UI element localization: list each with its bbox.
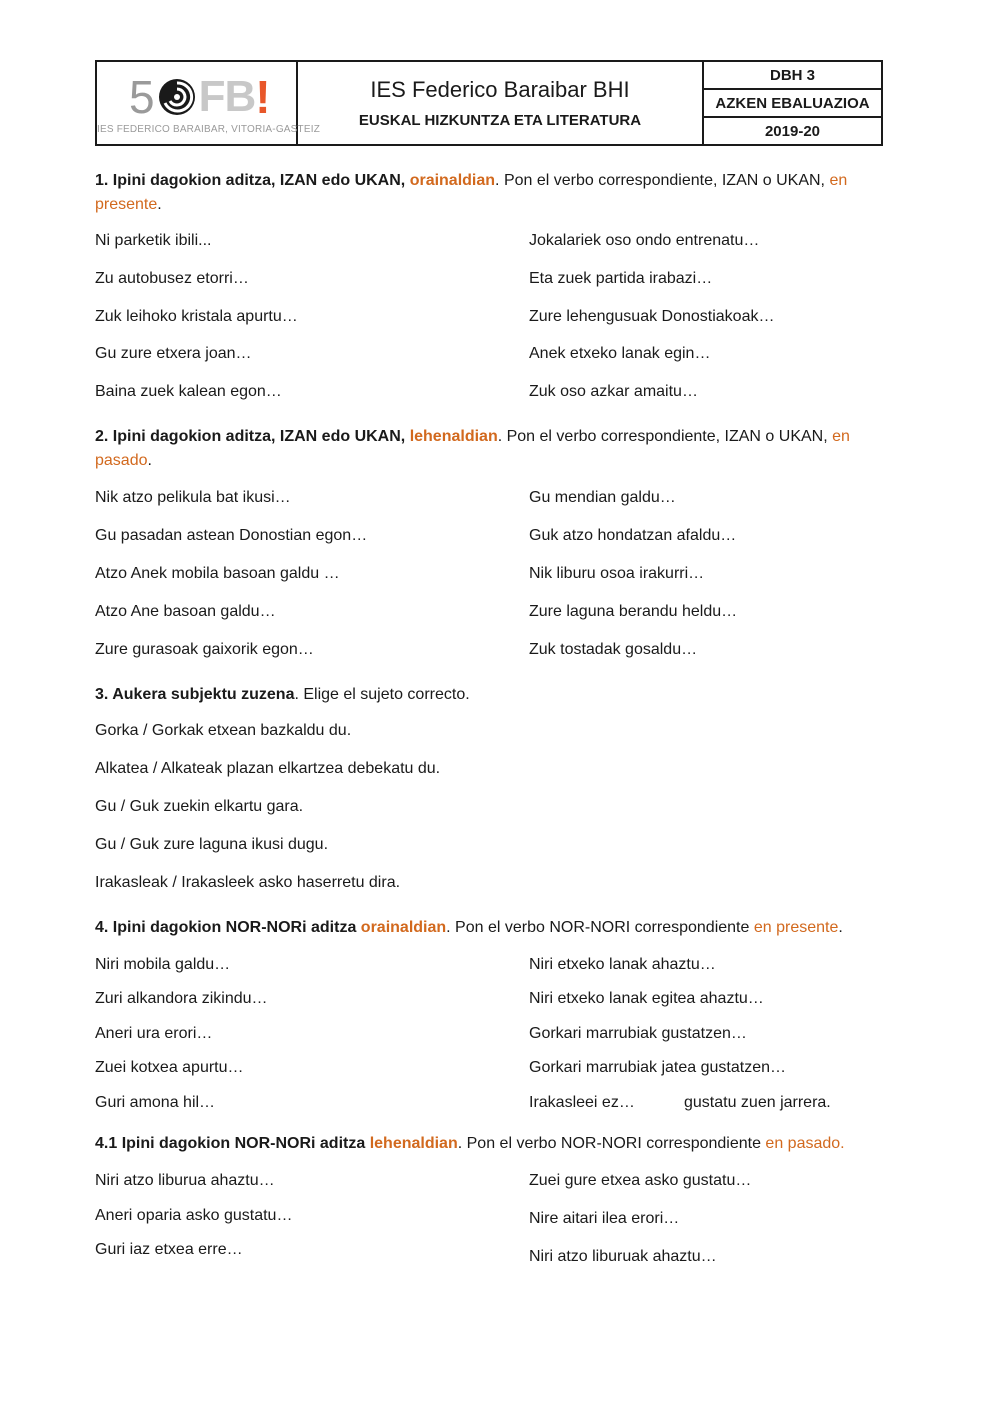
exercise-1-instruction: 1. Ipini dagokion aditza, IZAN edo UKAN,	[95, 172, 410, 189]
exercise-item: Gorka / Gorkak etxean bazkaldu du.	[95, 722, 352, 739]
exercise-item: Nik liburu osoa irakurri…	[529, 565, 705, 582]
exercise-item: Gu / Guk zure laguna ikusi dugu.	[95, 836, 329, 853]
exercise-item: Niri atzo liburuak ahaztu…	[529, 1248, 717, 1265]
exercise-item: Ni parketik ibili...	[95, 232, 212, 249]
exercise-1-translation: . Pon el verbo correspondiente, IZAN o UKAN,	[495, 172, 830, 189]
exercise-item: Zuei gure etxea asko gustatu…	[529, 1172, 752, 1189]
exercise-item: Zure lehengusuak Donostiakoak…	[529, 308, 775, 325]
exercise-item: Guri iaz etxea erre…	[95, 1241, 243, 1258]
exercise-4-1-tense: lehenaldian	[369, 1135, 458, 1152]
exercise-item: Aneri ura erori…	[95, 1025, 213, 1042]
exercise-item: gustatu zuen jarrera.	[684, 1094, 831, 1111]
exercise-item: Niri atzo liburua ahaztu…	[95, 1172, 275, 1189]
exercise-4-1-tense-es: en pasado.	[765, 1135, 845, 1152]
exercise-item: Guri amona hil…	[95, 1094, 216, 1111]
exercise-4-instruction: 4. Ipini dagokion NOR-NORi aditza	[95, 919, 361, 936]
subject-name: EUSKAL HIZKUNTZA ETA LITERATURA	[358, 112, 642, 129]
exercise-item: Irakasleak / Irakasleek asko haserretu dira.	[95, 874, 401, 891]
logo-number: 5	[129, 71, 155, 123]
exercise-item: Gorkari marrubiak gustatzen…	[529, 1025, 747, 1042]
exercise-item: Gu / Guk zuekin elkartu gara.	[95, 798, 304, 815]
exam-label: AZKEN EBALUAZIOA	[704, 90, 881, 118]
exercise-4-1-number: 4.1	[95, 1135, 118, 1152]
exercise-1-tense-es: en presente	[95, 172, 848, 213]
exercise-2-period: .	[147, 452, 152, 469]
logo-letters: FB	[198, 72, 256, 121]
exercise-item: Alkatea / Alkateak plazan elkartzea debekatu du.	[95, 760, 441, 777]
exercise-3-heading	[95, 683, 885, 707]
logo-exclamation: !	[255, 71, 271, 123]
exercise-2-tense-es: en pasado	[95, 428, 850, 469]
exercise-2-tense: lehenaldian	[409, 428, 498, 445]
exercise-4-tense: orainaldian	[360, 919, 447, 936]
exercise-item: Gu mendian galdu…	[529, 489, 676, 506]
exercise-item: Zure laguna berandu heldu…	[529, 603, 738, 620]
document-header	[95, 60, 883, 146]
exercise-item: Gu pasadan astean Donostian egon…	[95, 527, 368, 544]
exercise-item: Nire aitari ilea erori…	[529, 1210, 680, 1227]
exercise-item: Zuk leihoko kristala apurtu…	[95, 308, 298, 325]
exercise-4-1-heading	[95, 1132, 885, 1156]
exercise-4-heading	[95, 916, 885, 940]
exercise-1-heading	[95, 169, 885, 217]
exercise-2-instruction: 2. Ipini dagokion aditza, IZAN edo UKAN,	[95, 428, 410, 445]
exercise-item: Zu autobusez etorri…	[95, 270, 249, 287]
exercise-item: Gu zure etxera joan…	[95, 345, 252, 362]
exercise-item: Zure gurasoak gaixorik egon…	[95, 641, 314, 658]
exercise-4-1-instruction: Ipini dagokion NOR-NORi aditza	[117, 1135, 370, 1152]
exercise-item: Baina zuek kalean egon…	[95, 383, 282, 400]
exercise-item: Zuri alkandora zikindu…	[95, 990, 268, 1007]
logo-caption: IES FEDERICO BARAIBAR, VITORIA-GASTEIZ	[97, 124, 321, 135]
exercise-item: Niri etxeko lanak ahaztu…	[529, 956, 716, 973]
exercise-item: Zuk oso azkar amaitu…	[529, 383, 698, 400]
exercise-item: Zuk tostadak gosaldu…	[529, 641, 698, 658]
exercise-2-translation: . Pon el verbo correspondiente, IZAN o UKAN,	[497, 428, 833, 445]
exercise-item: Irakasleei ez…	[529, 1094, 635, 1111]
meta-cell	[704, 62, 881, 144]
course-label: DBH 3	[704, 62, 881, 90]
exercise-item: Nik atzo pelikula bat ikusi…	[95, 489, 291, 506]
exercise-3-translation: . Elige el sujeto correcto.	[294, 686, 470, 703]
exercise-item: Niri mobila galdu…	[95, 956, 231, 973]
exercise-4-1-translation: . Pon el verbo NOR-NORI correspondiente	[457, 1135, 766, 1152]
school-logo	[97, 62, 321, 144]
exercise-item: Gorkari marrubiak jatea gustatzen…	[529, 1059, 786, 1076]
exercise-item: Jokalariek oso ondo entrenatu…	[529, 232, 760, 249]
title-cell	[298, 62, 704, 144]
exercise-1-period: .	[157, 196, 162, 213]
exercise-3-instruction: 3. Aukera subjektu zuzena	[95, 686, 295, 703]
exercise-item: Zuei kotxea apurtu…	[95, 1059, 244, 1076]
exercise-item: Atzo Anek mobila basoan galdu …	[95, 565, 340, 582]
exercise-item: Aneri oparia asko gustatu…	[95, 1207, 293, 1224]
year-label: 2019-20	[764, 122, 821, 140]
exercise-1-tense: orainaldian	[409, 172, 496, 189]
exercise-item: Eta zuek partida irabazi…	[529, 270, 713, 287]
exercise-2-heading	[95, 425, 885, 473]
exercise-item: Anek etxeko lanak egin…	[529, 345, 711, 362]
exercise-item: Niri etxeko lanak egitea ahaztu…	[529, 990, 764, 1007]
exercise-item: Guk atzo hondatzan afaldu…	[529, 527, 737, 544]
exercise-item: Atzo Ane basoan galdu…	[95, 603, 276, 620]
school-name: IES Federico Baraibar BHI	[370, 77, 630, 102]
exercise-4-translation: . Pon el verbo NOR-NORI correspondiente	[446, 919, 754, 936]
logo-mark	[129, 71, 271, 123]
exercise-4-period: .	[838, 919, 843, 936]
swirl-icon	[157, 77, 197, 117]
exercise-4-tense-es: en presente	[753, 919, 839, 936]
